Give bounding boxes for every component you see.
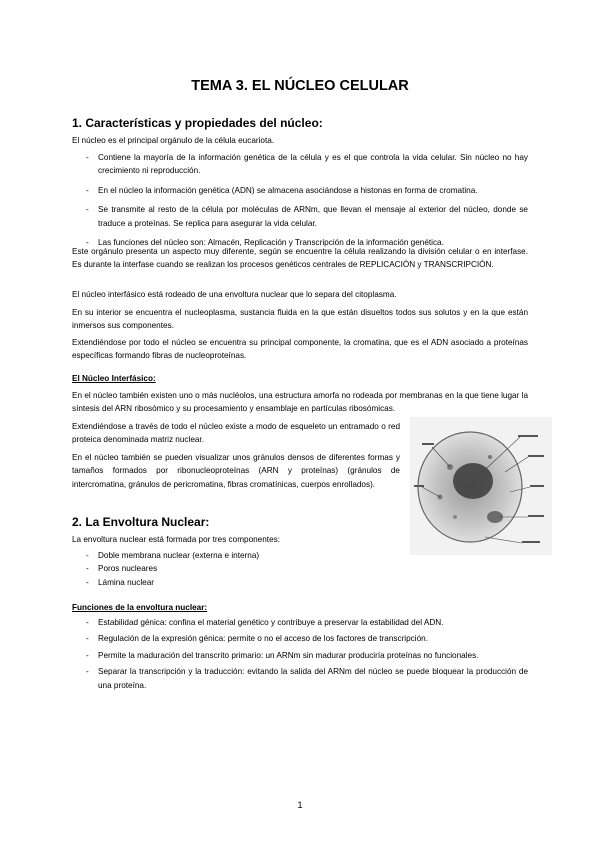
list-item: - Poros nucleares (86, 562, 406, 575)
section2-heading: 2. La Envoltura Nuclear: (72, 515, 210, 529)
list-item: - Estabilidad génica: confina el material genético y contribuye a preservar la estabilidad del ADN. (86, 616, 528, 629)
list-item: - Las funciones del núcleo son: Almacén, Replicación y Transcripción de la información genética. (86, 236, 528, 249)
section2-intro: La envoltura nuclear está formada por tres componentes: (72, 535, 280, 544)
envelope-components-list (86, 549, 406, 589)
nucleus-micrograph-figure (410, 417, 552, 555)
list-item: - Se transmite al resto de la célula por moléculas de ARNm, que llevan el mensaje al exterior del núcleo, donde se traduce a proteínas. Se replica para asegurar la vida celular. (86, 203, 528, 230)
interphase-heading: El Núcleo Interfásico: (72, 374, 156, 383)
envelope-functions-heading: Funciones de la envoltura nuclear: (72, 603, 208, 612)
list-item: - En el núcleo la información genética (ADN) se almacena asociándose a histonas en forma de cromatina. (86, 184, 528, 197)
envelope-functions-list (86, 616, 528, 698)
list-item: - Lámina nuclear (86, 576, 406, 589)
list-item: - Contiene la mayoría de la información genética de la célula y es el que controla la vida celular. Sin núcleo no hay crecimiento ni reproducción. (86, 151, 528, 178)
list-item: - Separar la transcripción y la traducción: evitando la salida del ARNm del núcleo se puede bloquear la producción de una proteína. (86, 665, 528, 692)
list-item: - Doble membrana nuclear (externa e interna) (86, 549, 406, 562)
section1-heading: 1. Características y propiedades del núcleo: (72, 116, 323, 130)
interphase-paragraph-2: Extendiéndose a través de todo el núcleo existe a modo de esqueleto un entramado o red proteica denominada matriz nuclear. (72, 422, 400, 445)
section1-paragraph-2: El núcleo interfásico está rodeado de una envoltura nuclear que lo separa del citoplasma. (72, 290, 397, 299)
interphase-paragraph-1: En el núcleo también existen uno o más nucléolos, una estructura amorfa no rodeada por membranas en la que tiene lugar la síntesis del ARN ribosómico y su procesamiento y ensamblaje en partículas ribosómicas. (72, 391, 528, 414)
section1-paragraph-4: Extendiéndose por todo el núcleo se encuentra su principal componente, la cromatina, que es el ADN asociado a proteínas específicas formando fibras de nucleoproteínas. (72, 338, 528, 361)
interphase-paragraph-3: En el núcleo también se pueden visualizar unos gránulos densos de diferentes formas y tamaños formados por ribonucleoproteínas (ARN y proteínas) (gránulos de intercromatina, gránulos de pericromatina, fibras cromatínicas, cuerpos enrollados). (72, 453, 400, 489)
list-item: - Permite la maduración del transcrito primario: un ARNm sin madurar produciría proteínas no funcionales. (86, 649, 528, 662)
page-number: 1 (297, 800, 303, 810)
section1-paragraph-3: En su interior se encuentra el nucleoplasma, sustancia fluida en la que están disueltos todos sus solutos y en la que están inmersos sus componentes. (72, 308, 528, 331)
page-title: TEMA 3. EL NÚCLEO CELULAR (191, 78, 409, 94)
list-item: - Regulación de la expresión génica: permite o no el acceso de los factores de transcripción. (86, 632, 528, 645)
section1-bullets (86, 151, 528, 255)
section1-intro: El núcleo es el principal orgánulo de la célula eucariota. (72, 136, 275, 145)
section1-paragraph-1: Este orgánulo presenta un aspecto muy diferente, según se encuentre la célula realizando la división celular o en interfase. Es durante la interfase cuando se realizan los procesos genéticos centrales de REPLICACIÓN y TRANSCRIPCIÓN. (72, 247, 528, 270)
